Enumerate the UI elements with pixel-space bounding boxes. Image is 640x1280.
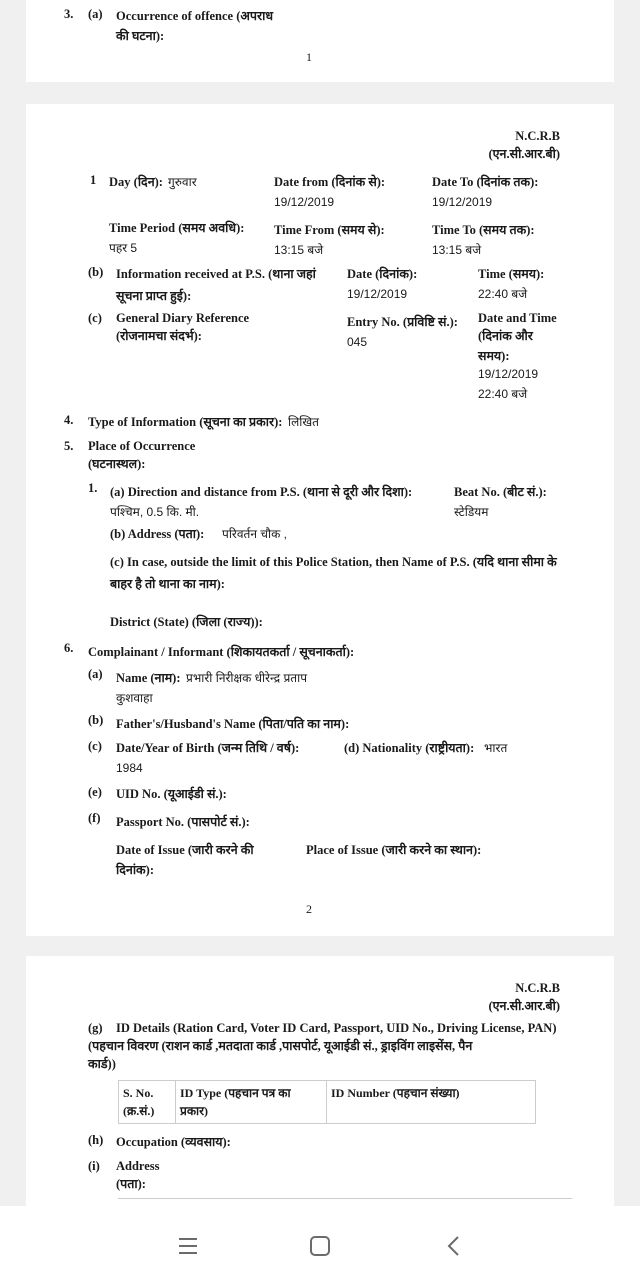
dt-label-2: (दिनांक और — [478, 329, 533, 343]
time-value: 22:40 बजे — [478, 287, 528, 301]
back-button[interactable] — [434, 1226, 474, 1266]
outside-ps-label: (c) In case, outside the limit of this Police Station, then Name of P.S. (यदि थाना सीमा के — [110, 555, 557, 569]
complainant-label: Complainant / Informant (शिकायतकर्ता / सूचनाकर्ता): — [88, 645, 355, 659]
table-divider — [118, 1198, 572, 1199]
info-received-label-2: सूचना प्राप्त हुई): — [116, 289, 192, 303]
occurrence-label: Occurrence of offence (अपराध — [116, 9, 274, 23]
menu-icon — [177, 1236, 199, 1256]
sub-item-label: (a) — [88, 667, 103, 681]
type-info-value: लिखित — [288, 415, 320, 429]
entry-value: 045 — [347, 335, 368, 349]
type-info-label: Type of Information (सूचना का प्रकार): — [88, 415, 283, 429]
time-to-value: 13:15 बजे — [432, 243, 482, 257]
col-idtype-hindi: प्रकार) — [180, 1104, 209, 1118]
col-sno: S. No. — [123, 1086, 154, 1100]
occurrence-label-2: की घटना): — [116, 29, 165, 43]
document-page-2 — [26, 104, 614, 936]
sub-item-label: (b) — [88, 713, 104, 727]
sub-item-label: (h) — [88, 1133, 104, 1147]
ncrb-header: N.C.R.B — [515, 981, 560, 995]
sub-item-label: (a) — [88, 7, 103, 21]
dt-label-3: समय): — [478, 349, 510, 363]
place-label-2: (घटनास्थल): — [88, 457, 146, 471]
item-number: 5. — [64, 439, 74, 453]
table-header-row — [119, 1081, 536, 1124]
time-period-value: पहर 5 — [109, 241, 138, 255]
sub-item-label: (c) — [88, 739, 102, 753]
sub-item-label: (b) — [88, 265, 104, 279]
name-value: प्रभारी निरीक्षक धीरेन्द्र प्रताप — [186, 671, 308, 685]
dt-label: Date and Time — [478, 311, 557, 325]
nationality-label: (d) Nationality (राष्ट्रीयता): — [344, 741, 475, 755]
gd-label: General Diary Reference — [116, 311, 250, 325]
item-number: 4. — [64, 413, 74, 427]
time-period-label: Time Period (समय अवधि): — [109, 221, 245, 235]
item-number: 1. — [88, 481, 98, 495]
id-details-label-3: कार्ड)) — [88, 1057, 116, 1071]
day-label: Day (दिन): — [109, 175, 163, 189]
beat-value: स्टेडियम — [454, 505, 489, 519]
ncrb-header-hindi: (एन.सी.आर.बी) — [488, 999, 560, 1013]
name-label: Name (नाम): — [116, 671, 181, 685]
address-label: (b) Address (पता): — [110, 527, 205, 541]
date-to-label: Date To (दिनांक तक): — [432, 175, 539, 189]
navigation-bar — [0, 1206, 640, 1280]
dob-label: Date/Year of Birth (जन्म तिथि / वर्ष): — [116, 741, 300, 755]
passport-label: Passport No. (पासपोर्ट सं.): — [116, 815, 250, 829]
address-value: परिवर्तन चौक , — [222, 527, 287, 541]
dt-time: 22:40 बजे — [478, 387, 528, 401]
document-page-3 — [26, 956, 614, 1206]
table-header-idnumber — [327, 1081, 536, 1124]
home-square-icon — [309, 1235, 331, 1257]
ncrb-header: N.C.R.B — [515, 129, 560, 143]
nationality-value: भारत — [484, 741, 508, 755]
sub-item-label: (e) — [88, 785, 102, 799]
col-idnumber: ID Number (पहचान संख्या) — [331, 1086, 460, 1100]
time-from-value: 13:15 बजे — [274, 243, 324, 257]
sub-item-label: (c) — [88, 311, 102, 325]
outside-ps-label-2: बाहर है तो थाना का नाम): — [110, 577, 225, 591]
beat-label: Beat No. (बीट सं.): — [454, 485, 547, 499]
place-of-issue-label: Place of Issue (जारी करने का स्थान): — [306, 843, 482, 857]
item-number: 1 — [90, 173, 97, 187]
home-button[interactable] — [300, 1226, 340, 1266]
page-number: 1 — [306, 50, 312, 64]
occupation-label: Occupation (व्यवसाय): — [116, 1135, 231, 1149]
recent-apps-button[interactable] — [168, 1226, 208, 1266]
id-details-table — [118, 1080, 536, 1124]
table-header-idtype — [176, 1081, 327, 1124]
name-value-2: कुशवाहा — [116, 691, 153, 705]
info-received-label: Information received at P.S. (थाना जहां — [116, 267, 316, 281]
sub-item-label: (f) — [88, 811, 101, 825]
date-label: Date (दिनांक): — [347, 267, 418, 281]
place-label: Place of Occurrence — [88, 439, 196, 453]
day-value: गुरुवार — [168, 175, 197, 189]
table-header-sno — [119, 1081, 176, 1124]
date-value: 19/12/2019 — [347, 287, 408, 301]
date-from-label: Date from (दिनांक से): — [274, 175, 386, 189]
uid-label: UID No. (यूआईडी सं.): — [116, 787, 227, 801]
dt-date: 19/12/2019 — [478, 367, 539, 381]
sub-item-label: (i) — [88, 1159, 100, 1173]
ncrb-header-hindi: (एन.सी.आर.बी) — [488, 147, 560, 161]
gd-label-2: (रोजनामचा संदर्भ): — [116, 329, 202, 343]
time-label: Time (समय): — [478, 267, 545, 281]
direction-label: (a) Direction and distance from P.S. (थाना से दूरी और दिशा): — [110, 485, 413, 499]
date-from-value: 19/12/2019 — [274, 195, 335, 209]
time-from-label: Time From (समय से): — [274, 223, 385, 237]
id-details-label-2: (पहचान विवरण (राशन कार्ड ,मतदाता कार्ड ,पासपोर्ट, यूआईडी सं., ड्राइविंग लाइसेंस, पैन — [88, 1039, 473, 1053]
father-label: Father's/Husband's Name (पिता/पति का नाम): — [116, 717, 350, 731]
date-to-value: 19/12/2019 — [432, 195, 493, 209]
sub-item-label: (g) — [88, 1021, 103, 1035]
item-number: 6. — [64, 641, 74, 655]
time-to-label: Time To (समय तक): — [432, 223, 535, 237]
dob-value: 1984 — [116, 761, 143, 775]
address-label-2: (पता): — [116, 1177, 146, 1191]
chevron-left-icon — [446, 1235, 462, 1257]
entry-label: Entry No. (प्रविष्टि सं.): — [347, 315, 458, 329]
address-label: Address — [116, 1159, 160, 1173]
date-of-issue-label: Date of Issue (जारी करने की — [116, 843, 254, 857]
col-idtype: ID Type (पहचान पत्र का — [180, 1086, 291, 1100]
page-number: 2 — [306, 902, 312, 916]
date-of-issue-label-2: दिनांक): — [116, 863, 154, 877]
direction-value: पश्चिम, 0.5 कि. मी. — [110, 505, 200, 519]
district-label: District (State) (जिला (राज्य)): — [110, 615, 263, 629]
document-page-1 — [26, 0, 614, 82]
id-details-label: ID Details (Ration Card, Voter ID Card, Passport, UID No., Driving License, PAN) — [116, 1021, 557, 1035]
item-number: 3. — [64, 7, 74, 21]
col-sno-hindi: (क्र.सं.) — [123, 1104, 155, 1118]
